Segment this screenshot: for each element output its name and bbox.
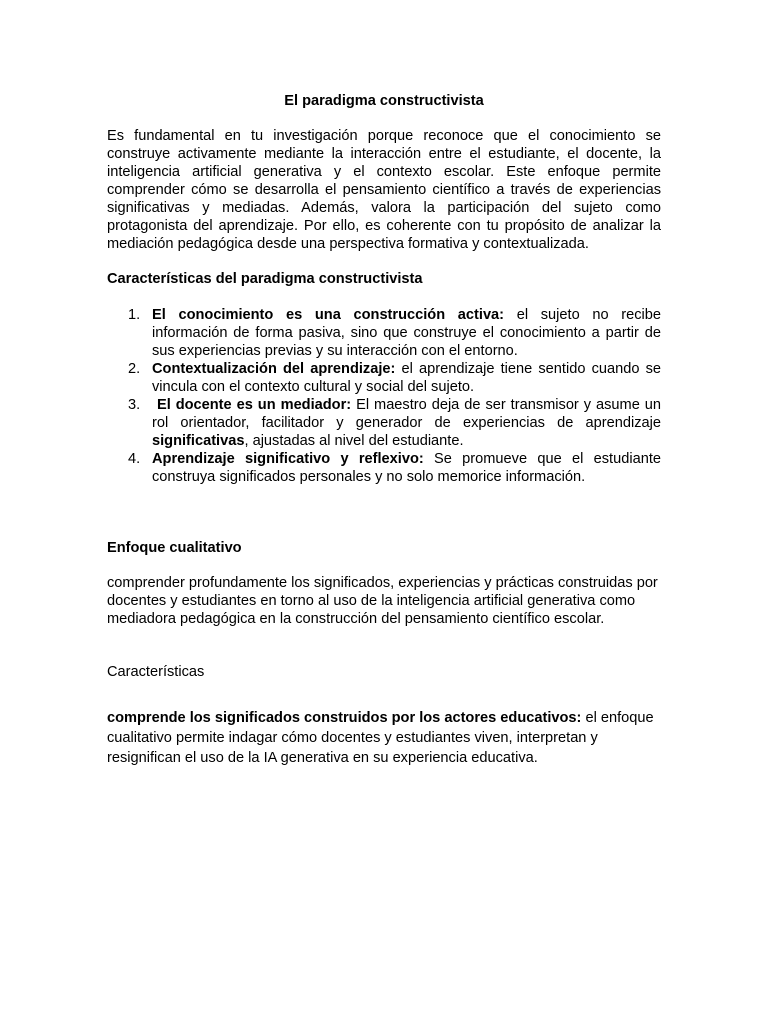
list-item-bold: Contextualización del aprendizaje: (152, 361, 396, 377)
comprende-paragraph (107, 708, 663, 768)
list-item-text: El maestro deja de ser transmisor y asume un rol orientador, facilitador y generador de experiencias de aprendizaje (152, 397, 661, 431)
list-item-number: 4. (128, 451, 141, 467)
list-item-text: Se promueve que el estudiante construya significados personales y no solo memorice información. (152, 451, 661, 485)
comprende-bold: comprende los significados construidos por los actores educativos: (107, 710, 582, 726)
caracteristicas-label: Características (107, 664, 205, 680)
comprende-text: el enfoque cualitativo permite indagar cómo docentes y estudiantes viven, interpretan y resignifican el uso de la IA generativa en su experiencia educativa. (107, 710, 654, 766)
list-item-bold: Aprendizaje significativo y reflexivo: (152, 451, 424, 467)
list-item-bold-2: significativas (152, 433, 245, 449)
list-item-text: el aprendizaje tiene sentido cuando se vincula con el contexto cultural y social del sujeto. (152, 361, 661, 395)
characteristics-list (107, 306, 661, 486)
list-item-number: 1. (128, 307, 141, 323)
characteristics-heading: Características del paradigma constructivista (107, 271, 423, 287)
document-title: El paradigma constructivista (284, 93, 484, 109)
list-item-text-2: , ajustadas al nivel del estudiante. (244, 433, 464, 449)
list-item (107, 360, 661, 396)
list-item (107, 450, 661, 486)
list-item-bold: El conocimiento es una construcción activa: (152, 307, 505, 323)
list-item (107, 306, 661, 360)
enfoque-paragraph: comprender profundamente los significados, experiencias y prácticas construidas por docentes y estudiantes en torno al uso de la inteligencia artificial generativa como mediadora pedagógica en la construcción del pensamiento científico escolar. (107, 575, 658, 627)
list-item-number: 3. (128, 397, 141, 413)
list-item-text: el sujeto no recibe información de forma pasiva, sino que construye el conocimiento a partir de sus experiencias previas y su interacción con el entorno. (152, 307, 661, 359)
list-item-bold: El docente es un mediador: (152, 397, 352, 413)
list-item (107, 396, 661, 450)
list-item-number: 2. (128, 361, 141, 377)
enfoque-heading: Enfoque cualitativo (107, 540, 242, 556)
intro-paragraph: Es fundamental en tu investigación porque reconoce que el conocimiento se construye activamente mediante la interacción entre el estudiante, el docente, la inteligencia artificial generativa y el contexto escolar. Este enfoque permite comprender cómo se desarrolla el pensamiento científico a través de experiencias significativas y mediadas. Además, valora la participación del sujeto como protagonista del aprendizaje. Por ello, es coherente con tu propósito de analizar la mediación pedagógica desde una perspectiva formativa y contextualizada. (107, 128, 661, 252)
